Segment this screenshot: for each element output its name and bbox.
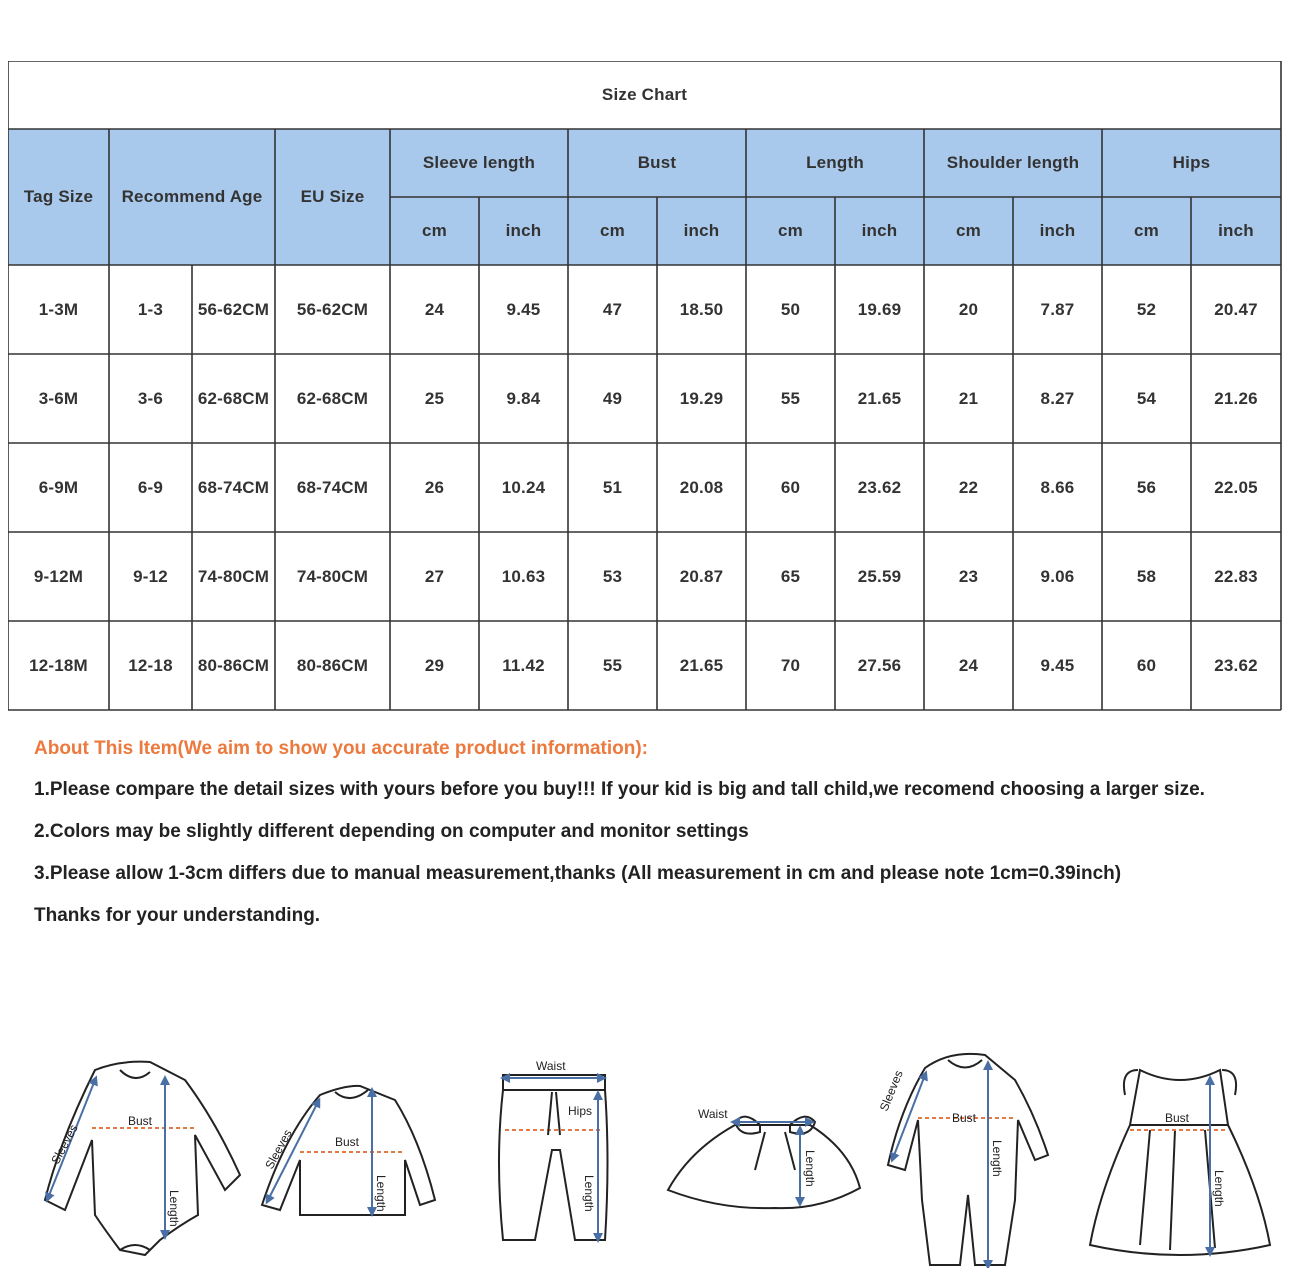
header-unit-cm: cm [956, 221, 981, 240]
table-cell: 52 [1136, 299, 1157, 319]
table-cell: 55 [602, 655, 623, 675]
table-cell: 70 [780, 655, 801, 675]
romper-icon [877, 1054, 1048, 1265]
table-cell: 9.06 [1040, 566, 1075, 586]
about-section [34, 738, 1269, 945]
svg-text:Sleeves: Sleeves [262, 1127, 295, 1172]
header-group: Hips [1172, 153, 1211, 172]
table-cell: 62-68CM [296, 388, 369, 408]
table-cell: 56-62CM [296, 299, 369, 319]
note-4: Thanks for your understanding. [34, 905, 321, 926]
table-cell: 21.65 [857, 388, 902, 408]
table-cell: 21.26 [1214, 388, 1258, 408]
table-cell: 9.45 [506, 299, 541, 319]
table-cell: 1-3 [137, 299, 164, 319]
table-cell: 6-9M [38, 477, 79, 497]
table-cell: 55 [780, 388, 801, 408]
table-cell: 50 [780, 299, 801, 319]
table-cell: 3-6M [38, 388, 79, 408]
svg-text:Bust: Bust [952, 1111, 977, 1125]
table-cell: 19.29 [679, 388, 724, 408]
table-cell: 1-3M [38, 299, 79, 319]
svg-text:Waist: Waist [536, 1059, 566, 1073]
table-cell: 24 [958, 655, 979, 675]
table-cell: 9.84 [506, 388, 541, 408]
svg-text:Length: Length [990, 1140, 1004, 1177]
table-cell: 60 [1136, 655, 1157, 675]
table-cell: 25 [424, 388, 445, 408]
table-cell: 6-9 [137, 477, 164, 497]
svg-text:Bust: Bust [1165, 1111, 1190, 1125]
table-cell: 27 [424, 566, 445, 586]
table-cell: 22.05 [1214, 477, 1258, 497]
table-cell: 10.24 [501, 477, 546, 497]
table-cell: 23.62 [857, 477, 902, 497]
header-unit-cm: cm [778, 221, 803, 240]
table-cell: 47 [602, 299, 623, 319]
table-cell: 58 [1136, 566, 1157, 586]
table-cell: 20.47 [1214, 299, 1258, 319]
table-cell: 21.65 [679, 655, 724, 675]
table-cell: 20.08 [679, 477, 724, 497]
table-cell: 20.87 [679, 566, 724, 586]
table-cell: 68-74CM [197, 477, 270, 497]
table-cell: 68-74CM [296, 477, 369, 497]
table-cell: 8.66 [1040, 477, 1075, 497]
header-eu-size: EU Size [300, 187, 365, 206]
table-cell: 51 [602, 477, 623, 497]
svg-text:Bust: Bust [335, 1135, 360, 1149]
table-cell: 53 [602, 566, 623, 586]
table-cell: 19.69 [857, 299, 902, 319]
dress-icon [1090, 1070, 1270, 1255]
note-3: 3.Please allow 1-3cm differs due to manual measurement,thanks (All measurement in cm and please note 1cm=0.39inch) [34, 863, 1122, 884]
table-cell: 23.62 [1214, 655, 1258, 675]
note-1: 1.Please compare the detail sizes with yours before you buy!!! If your kid is big and tall child,we recomend choosing a larger size. [34, 779, 1205, 800]
header-unit-cm: cm [600, 221, 625, 240]
header-group: Length [806, 153, 864, 172]
header-group: Sleeve length [422, 153, 536, 172]
svg-text:Length: Length [803, 1150, 817, 1187]
header-unit-inch: inch [1218, 221, 1254, 240]
table-cell: 12-18M [29, 655, 88, 675]
header-unit-inch: inch [683, 221, 720, 240]
header-recommend-age: Recommend Age [121, 187, 263, 206]
table-cell: 11.42 [502, 655, 545, 675]
table-cell: 74-80CM [197, 566, 270, 586]
table-cell: 9-12M [33, 566, 84, 586]
table-cell: 60 [780, 477, 801, 497]
svg-text:Hips: Hips [568, 1104, 593, 1118]
table-cell: 20 [958, 299, 979, 319]
table-cell: 22 [958, 477, 979, 497]
header-unit-inch: inch [1039, 221, 1076, 240]
table-cell: 12-18 [128, 655, 173, 675]
tutu-skirt-icon [668, 1107, 860, 1208]
table-cell: 9-12 [133, 566, 168, 586]
table-cell: 3-6 [137, 388, 164, 408]
garment-illustrations [0, 1040, 1290, 1268]
header-unit-inch: inch [861, 221, 898, 240]
table-cell: 9.45 [1040, 655, 1075, 675]
header-tag-size: Tag Size [23, 187, 94, 206]
header-unit-cm: cm [1134, 221, 1159, 240]
header-unit-cm: cm [422, 221, 447, 240]
size-chart-table [8, 61, 1282, 711]
table-cell: 10.63 [501, 566, 546, 586]
pants-icon [499, 1059, 608, 1240]
header-group: Shoulder length [946, 153, 1080, 172]
table-cell: 22.83 [1214, 566, 1258, 586]
table-cell: 54 [1136, 388, 1157, 408]
svg-text:Waist: Waist [698, 1107, 728, 1121]
table-cell: 65 [780, 566, 801, 586]
table-cell: 23 [958, 566, 979, 586]
table-cell: 56-62CM [197, 299, 270, 319]
table-cell: 7.87 [1040, 299, 1075, 319]
table-cell: 80-86CM [197, 655, 270, 675]
table-cell: 24 [424, 299, 445, 319]
header-unit-inch: inch [505, 221, 542, 240]
table-cell: 62-68CM [197, 388, 270, 408]
table-cell: 27.56 [857, 655, 902, 675]
svg-text:Sleeves: Sleeves [48, 1122, 81, 1167]
table-cell: 74-80CM [296, 566, 369, 586]
bodysuit-icon [45, 1062, 240, 1255]
svg-text:Bust: Bust [128, 1114, 153, 1128]
table-cell: 21 [958, 388, 979, 408]
table-cell: 49 [602, 388, 623, 408]
svg-text:Sleeves: Sleeves [876, 1068, 906, 1114]
table-cell: 80-86CM [296, 655, 369, 675]
table-cell: 8.27 [1040, 388, 1075, 408]
svg-text:Length: Length [1212, 1170, 1226, 1207]
table-cell: 29 [424, 655, 445, 675]
svg-text:Length: Length [582, 1175, 596, 1212]
table-cell: 26 [424, 477, 445, 497]
note-2: 2.Colors may be slightly different depending on computer and monitor settings [34, 821, 749, 842]
table-cell: 25.59 [857, 566, 902, 586]
svg-text:Length: Length [374, 1175, 388, 1212]
table-cell: 56 [1136, 477, 1157, 497]
about-heading: About This Item(We aim to show you accurate product information): [34, 738, 649, 759]
table-title: Size Chart [601, 85, 688, 104]
svg-text:Length: Length [167, 1190, 181, 1227]
table-cell: 18.50 [679, 299, 724, 319]
shirt-icon [262, 1086, 435, 1215]
header-group: Bust [637, 153, 677, 172]
